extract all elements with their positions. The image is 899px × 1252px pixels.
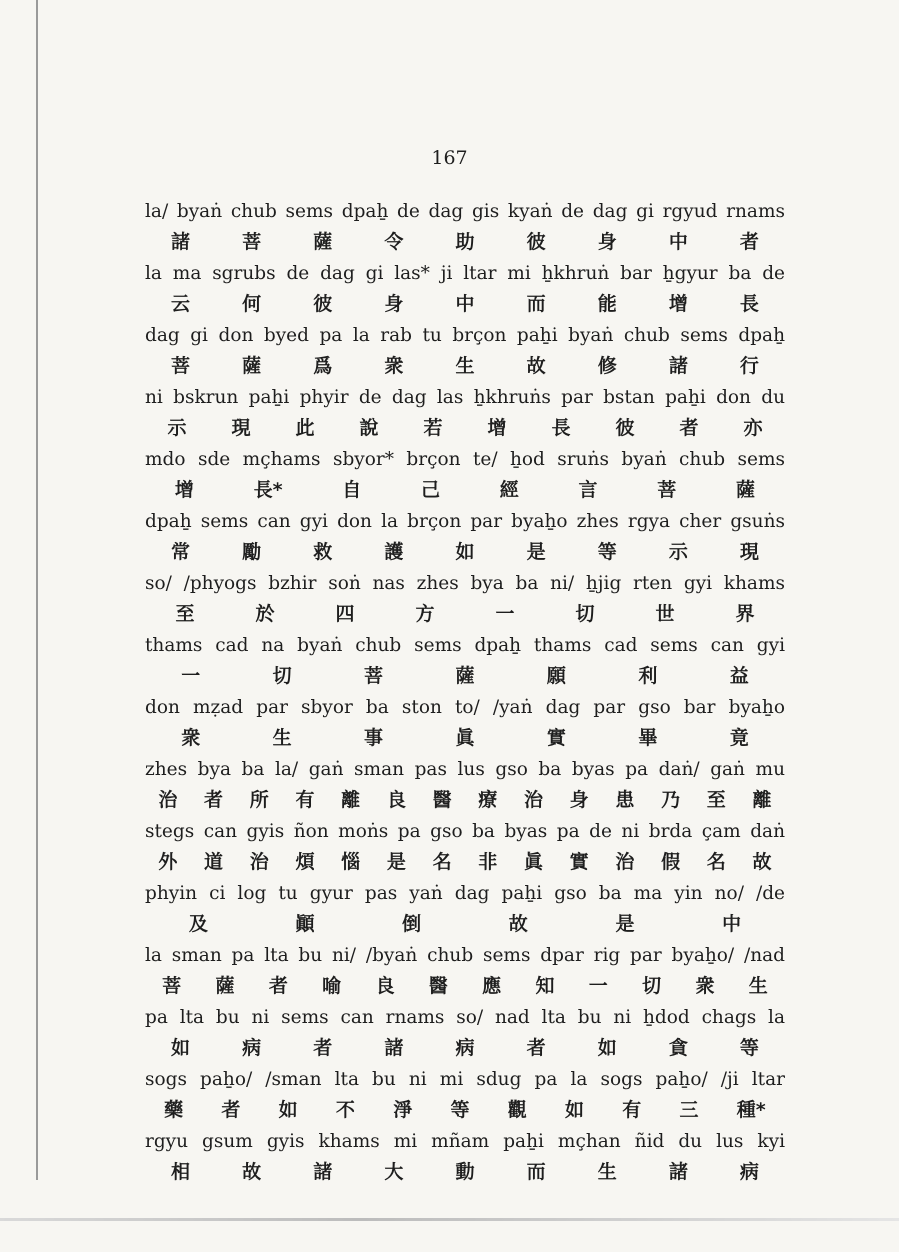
chinese-character: 而 — [526, 293, 546, 315]
chinese-character: 故 — [242, 1161, 262, 1183]
tibetan-transliteration-line: zhes bya ba la/ gaṅ sman pas lus gso ba byas pa daṅ/ gaṅ mu — [145, 759, 785, 780]
chinese-character: 者 — [221, 1099, 241, 1121]
chinese-character: 利 — [638, 665, 658, 687]
chinese-character: 非 — [478, 851, 498, 873]
chinese-gloss-line — [145, 351, 785, 382]
chinese-character: 於 — [255, 603, 275, 625]
chinese-character: 實 — [569, 851, 589, 873]
chinese-character: 煩 — [295, 851, 315, 873]
chinese-character: 諸 — [384, 1037, 404, 1059]
chinese-gloss-line — [145, 599, 785, 630]
chinese-character: 喻 — [322, 975, 342, 997]
chinese-character: 若 — [423, 417, 443, 439]
chinese-character: 竟 — [729, 727, 749, 749]
chinese-character: 如 — [564, 1099, 584, 1121]
chinese-character: 助 — [455, 231, 475, 253]
chinese-character: 菩 — [162, 975, 182, 997]
chinese-character: 是 — [615, 913, 635, 935]
chinese-character: 離 — [341, 789, 361, 811]
chinese-character: 故 — [508, 913, 528, 935]
line-pair — [145, 1002, 785, 1064]
chinese-character: 薩 — [455, 665, 475, 687]
chinese-character: 現 — [739, 541, 759, 563]
chinese-character: 等 — [450, 1099, 470, 1121]
chinese-gloss-line — [145, 475, 785, 506]
chinese-character: 畢 — [638, 727, 658, 749]
tibetan-transliteration-line: dpaẖ sems can gyi don la brçon par byaẖo zhes rgya cher gsuṅs — [145, 511, 785, 532]
chinese-character: 名 — [706, 851, 726, 873]
chinese-character: 觀 — [507, 1099, 527, 1121]
chinese-character: 治 — [249, 851, 269, 873]
chinese-character: 倒 — [402, 913, 422, 935]
chinese-character: 切 — [272, 665, 292, 687]
chinese-character: 諸 — [668, 355, 688, 377]
chinese-character: 增 — [668, 293, 688, 315]
chinese-character: 者 — [204, 789, 224, 811]
chinese-character: 身 — [384, 293, 404, 315]
line-pair — [145, 444, 785, 506]
tibetan-transliteration-line: rgyu gsum gyis khams mi mñam paẖi mçhan ñid du lus kyi — [145, 1131, 785, 1152]
chinese-character: 道 — [204, 851, 224, 873]
line-pair — [145, 1064, 785, 1126]
binding-edge-line — [36, 0, 38, 1180]
chinese-character: 爲 — [313, 355, 333, 377]
chinese-gloss-line — [145, 1033, 785, 1064]
chinese-character: 至 — [706, 789, 726, 811]
tibetan-transliteration-line: ni bskrun paẖi phyir de dag las ẖkhruṅs par bstan paẖi don du — [145, 387, 785, 408]
tibetan-transliteration-line: stegs can gyis ñon moṅs pa gso ba byas pa de ni brda çam daṅ — [145, 821, 785, 842]
chinese-character: 種* — [736, 1099, 766, 1121]
tibetan-transliteration-line: so/ /phyogs bzhir soṅ nas zhes bya ba ni/ ẖjig rten gyi khams — [145, 573, 785, 594]
scan-bottom-smudge — [0, 1218, 899, 1221]
chinese-character: 眞 — [523, 851, 543, 873]
chinese-character: 勵 — [242, 541, 262, 563]
chinese-character: 生 — [597, 1161, 617, 1183]
chinese-character: 薩 — [215, 975, 235, 997]
chinese-character: 己 — [421, 479, 441, 501]
chinese-character: 能 — [597, 293, 617, 315]
chinese-character: 諸 — [171, 231, 191, 253]
chinese-character: 諸 — [313, 1161, 333, 1183]
chinese-character: 薩 — [242, 355, 262, 377]
chinese-character: 離 — [752, 789, 772, 811]
chinese-character: 現 — [231, 417, 251, 439]
chinese-character: 及 — [188, 913, 208, 935]
chinese-character: 一 — [495, 603, 515, 625]
chinese-character: 藥 — [164, 1099, 184, 1121]
chinese-character: 世 — [655, 603, 675, 625]
chinese-character: 薩 — [313, 231, 333, 253]
chinese-character: 救 — [313, 541, 333, 563]
line-pair — [145, 258, 785, 320]
chinese-character: 如 — [171, 1037, 191, 1059]
chinese-character: 益 — [729, 665, 749, 687]
tibetan-transliteration-line: sogs paẖo/ /sman lta bu ni mi sdug pa la sogs paẖo/ /ji ltar — [145, 1069, 785, 1090]
line-pair — [145, 940, 785, 1002]
chinese-character: 四 — [335, 603, 355, 625]
tibetan-transliteration-line: dag gi don byed pa la rab tu brçon paẖi byaṅ chub sems dpaẖ — [145, 325, 785, 346]
chinese-character: 如 — [597, 1037, 617, 1059]
tibetan-transliteration-line: phyin ci log tu gyur pas yaṅ dag paẖi gso ba ma yin no/ /de — [145, 883, 785, 904]
chinese-character: 衆 — [695, 975, 715, 997]
chinese-character: 衆 — [181, 727, 201, 749]
chinese-character: 如 — [455, 541, 475, 563]
chinese-character: 顚 — [295, 913, 315, 935]
chinese-character: 醫 — [428, 975, 448, 997]
line-pair — [145, 630, 785, 692]
chinese-character: 貪 — [668, 1037, 688, 1059]
chinese-gloss-line — [145, 289, 785, 320]
chinese-character: 菩 — [171, 355, 191, 377]
chinese-gloss-line — [145, 847, 785, 878]
line-pair — [145, 506, 785, 568]
chinese-gloss-line — [145, 661, 785, 692]
tibetan-transliteration-line: mdo sde mçhams sbyor* brçon te/ ẖod sruṅs byaṅ chub sems — [145, 449, 785, 470]
chinese-character: 有 — [295, 789, 315, 811]
line-pair — [145, 878, 785, 940]
chinese-character: 長* — [253, 479, 283, 501]
chinese-character: 等 — [597, 541, 617, 563]
chinese-character: 等 — [739, 1037, 759, 1059]
chinese-gloss-line — [145, 785, 785, 816]
chinese-character: 增 — [487, 417, 507, 439]
chinese-gloss-line — [145, 971, 785, 1002]
chinese-character: 名 — [432, 851, 452, 873]
chinese-character: 此 — [295, 417, 315, 439]
line-pair — [145, 1126, 785, 1188]
chinese-character: 亦 — [743, 417, 763, 439]
chinese-character: 願 — [546, 665, 566, 687]
chinese-character: 所 — [249, 789, 269, 811]
chinese-character: 菩 — [242, 231, 262, 253]
chinese-character: 菩 — [657, 479, 677, 501]
chinese-character: 療 — [478, 789, 498, 811]
line-pair — [145, 568, 785, 630]
chinese-character: 如 — [278, 1099, 298, 1121]
line-pair — [145, 816, 785, 878]
chinese-character: 是 — [386, 851, 406, 873]
chinese-gloss-line — [145, 1095, 785, 1126]
chinese-character: 事 — [364, 727, 384, 749]
chinese-character: 應 — [482, 975, 502, 997]
chinese-character: 至 — [175, 603, 195, 625]
line-pair — [145, 754, 785, 816]
chinese-character: 醫 — [432, 789, 452, 811]
chinese-character: 常 — [171, 541, 191, 563]
chinese-character: 長 — [551, 417, 571, 439]
tibetan-transliteration-line: la ma sgrubs de dag gi las* ji ltar mi ẖkhruṅ bar ẖgyur ba de — [145, 263, 785, 284]
chinese-character: 生 — [455, 355, 475, 377]
chinese-character: 實 — [546, 727, 566, 749]
chinese-character: 界 — [735, 603, 755, 625]
chinese-character: 動 — [455, 1161, 475, 1183]
chinese-character: 彼 — [615, 417, 635, 439]
chinese-character: 衆 — [384, 355, 404, 377]
line-pair — [145, 320, 785, 382]
chinese-gloss-line — [145, 1157, 785, 1188]
chinese-character: 假 — [661, 851, 681, 873]
chinese-character: 是 — [526, 541, 546, 563]
line-pair — [145, 692, 785, 754]
chinese-character: 長 — [739, 293, 759, 315]
chinese-character: 患 — [615, 789, 635, 811]
chinese-character: 一 — [588, 975, 608, 997]
chinese-character: 經 — [499, 479, 519, 501]
chinese-character: 故 — [526, 355, 546, 377]
chinese-character: 說 — [359, 417, 379, 439]
chinese-character: 彼 — [526, 231, 546, 253]
chinese-character: 大 — [384, 1161, 404, 1183]
chinese-gloss-line — [145, 227, 785, 258]
chinese-character: 者 — [313, 1037, 333, 1059]
chinese-character: 治 — [523, 789, 543, 811]
chinese-character: 方 — [415, 603, 435, 625]
chinese-character: 者 — [526, 1037, 546, 1059]
chinese-character: 行 — [739, 355, 759, 377]
chinese-character: 治 — [158, 789, 178, 811]
chinese-character: 薩 — [736, 479, 756, 501]
chinese-character: 示 — [668, 541, 688, 563]
tibetan-transliteration-line: pa lta bu ni sems can rnams so/ nad lta bu ni ẖdod chags la — [145, 1007, 785, 1028]
interlinear-text-block — [145, 196, 785, 1188]
chinese-character: 者 — [268, 975, 288, 997]
chinese-character: 云 — [171, 293, 191, 315]
chinese-character: 病 — [739, 1161, 759, 1183]
chinese-character: 身 — [569, 789, 589, 811]
chinese-character: 諸 — [668, 1161, 688, 1183]
chinese-gloss-line — [145, 413, 785, 444]
chinese-character: 生 — [272, 727, 292, 749]
tibetan-transliteration-line: thams cad na byaṅ chub sems dpaẖ thams cad sems can gyi — [145, 635, 785, 656]
chinese-character: 良 — [375, 975, 395, 997]
chinese-character: 病 — [242, 1037, 262, 1059]
line-pair — [145, 196, 785, 258]
chinese-character: 三 — [679, 1099, 699, 1121]
tibetan-transliteration-line: don mẓad par sbyor ba ston to/ /yaṅ dag par gso bar byaẖo — [145, 697, 785, 718]
chinese-character: 不 — [335, 1099, 355, 1121]
chinese-character: 何 — [242, 293, 262, 315]
chinese-character: 令 — [384, 231, 404, 253]
chinese-character: 而 — [526, 1161, 546, 1183]
chinese-character: 中 — [455, 293, 475, 315]
chinese-character: 菩 — [364, 665, 384, 687]
page-number: 167 — [431, 147, 468, 169]
tibetan-transliteration-line: la sman pa lta bu ni/ /byaṅ chub sems dpar rig par byaẖo/ /nad — [145, 945, 785, 966]
chinese-character: 外 — [158, 851, 178, 873]
chinese-character: 中 — [722, 913, 742, 935]
chinese-character: 增 — [174, 479, 194, 501]
chinese-character: 生 — [748, 975, 768, 997]
chinese-character: 者 — [679, 417, 699, 439]
chinese-gloss-line — [145, 909, 785, 940]
chinese-character: 示 — [167, 417, 187, 439]
chinese-character: 乃 — [661, 789, 681, 811]
chinese-character: 惱 — [341, 851, 361, 873]
chinese-character: 切 — [642, 975, 662, 997]
chinese-character: 相 — [171, 1161, 191, 1183]
chinese-character: 有 — [622, 1099, 642, 1121]
chinese-character: 眞 — [455, 727, 475, 749]
chinese-character: 病 — [455, 1037, 475, 1059]
chinese-character: 中 — [668, 231, 688, 253]
chinese-character: 一 — [181, 665, 201, 687]
chinese-character: 故 — [752, 851, 772, 873]
chinese-character: 言 — [578, 479, 598, 501]
chinese-character: 知 — [535, 975, 555, 997]
chinese-gloss-line — [145, 537, 785, 568]
chinese-character: 治 — [615, 851, 635, 873]
chinese-character: 切 — [575, 603, 595, 625]
chinese-character: 者 — [739, 231, 759, 253]
line-pair — [145, 382, 785, 444]
chinese-character: 彼 — [313, 293, 333, 315]
chinese-character: 身 — [597, 231, 617, 253]
chinese-character: 良 — [386, 789, 406, 811]
tibetan-transliteration-line: la/ byaṅ chub sems dpaẖ de dag gis kyaṅ de dag gi rgyud rnams — [145, 201, 785, 222]
chinese-character: 淨 — [393, 1099, 413, 1121]
chinese-character: 修 — [597, 355, 617, 377]
chinese-gloss-line — [145, 723, 785, 754]
chinese-character: 護 — [384, 541, 404, 563]
chinese-character: 自 — [342, 479, 362, 501]
